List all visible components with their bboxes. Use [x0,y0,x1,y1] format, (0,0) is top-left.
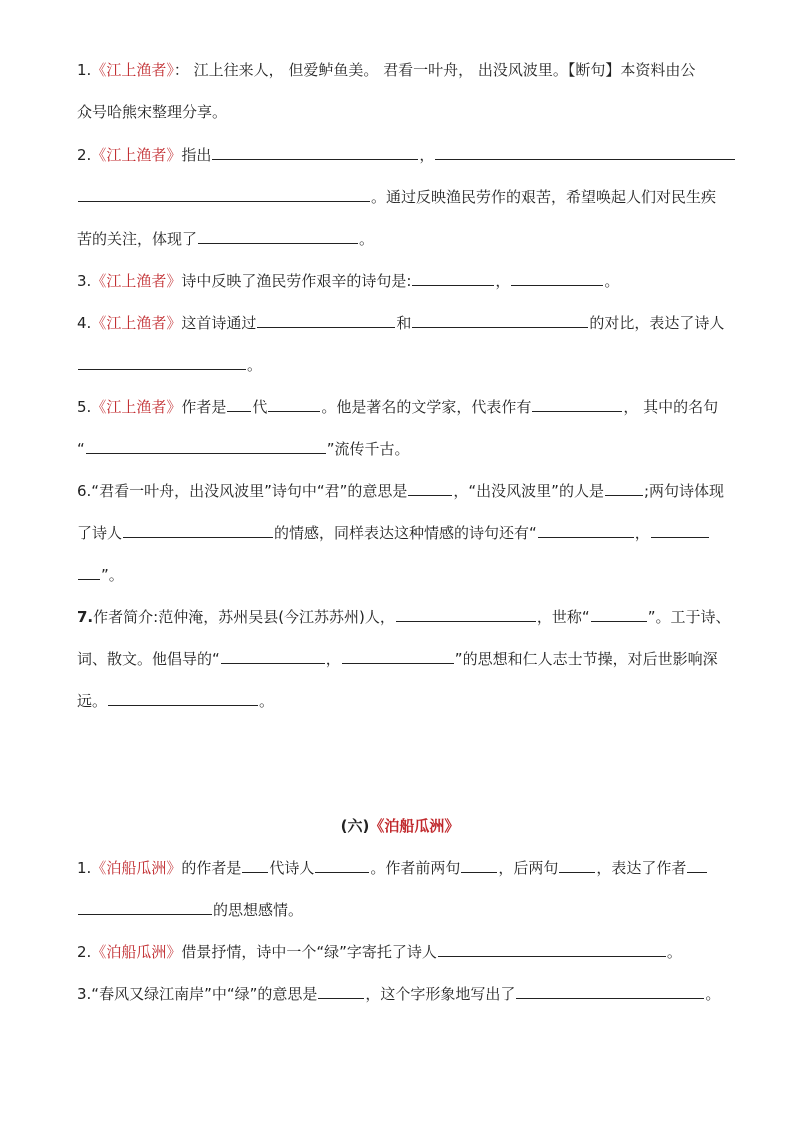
b1-text-4: ，后两句 [498,859,559,877]
q1-poem-title: 《江上渔者》 [91,61,174,79]
q7-text-3: ”。工于诗、 [647,608,731,626]
b3-blank-1[interactable] [318,982,364,999]
b1-text-2: 代诗人 [269,859,315,877]
q2-poem-title: 《江上渔者》 [91,146,182,164]
q7-blank-4[interactable] [342,647,454,664]
q5-text-3: 。他是著名的文学家，代表作有 [321,398,532,416]
q5-line-2 [77,437,756,461]
q4-text-3: 的对比，表达了诗人 [589,314,725,332]
b3-text-1: 3.“春风又绿江南岸”中“绿”的意思是 [77,985,318,1003]
q6-line-1 [77,479,756,503]
q5-text-5: “ [77,440,85,458]
q2-line-1 [77,143,756,167]
q5-blank-3[interactable] [532,395,622,412]
q2-blank-3[interactable] [78,185,370,202]
q3-number: 3. [77,272,92,290]
q7-text-6: ”的思想和仁人志士节操，对后世影响深 [454,650,718,668]
q6-line-3 [77,563,756,587]
q5-text-2: 代 [252,398,268,416]
q7-number: 7. [77,608,94,626]
q6-text-5: 的情感，同样表达这种情感的诗句还有“ [274,524,537,542]
q2-line-2 [77,185,756,209]
q2-text-3: 。通过反映渔民劳作的艰苦，希望唤起人们对民生疾 [371,188,717,206]
q7-text-8: 。 [259,692,275,710]
q4-number: 4. [77,314,92,332]
q6-line-2 [77,521,756,545]
b3-line-1 [77,982,756,1006]
q1-text-2: 众号哈熊宋整理分享。 [77,103,228,121]
b1-poem-title: 《泊船瓜洲》 [91,859,182,877]
b1-text-1: 的作者是 [181,859,242,877]
q7-text-4: 词、散文。他倡导的“ [77,650,220,668]
q3-blank-1[interactable] [412,269,494,286]
q7-blank-5[interactable] [108,689,258,706]
q3-text-3: 。 [604,272,620,290]
b2-poem-title: 《泊船瓜洲》 [91,943,182,961]
b1-blank-2[interactable] [315,856,369,873]
q1-number: 1. [77,61,92,79]
q2-text-4: 苦的关注，体现了 [77,230,198,248]
q6-blank-3[interactable] [123,521,273,538]
q5-number: 5. [77,398,92,416]
q4-blank-3[interactable] [78,353,246,370]
q4-blank-2[interactable] [412,311,588,328]
q5-text-6: ”流传千古。 [326,440,410,458]
q6-blank-6[interactable] [78,563,100,580]
q7-text-1: 作者简介:范仲淹，苏州吴县(今江苏苏州)人， [93,608,395,626]
q1-line-2 [77,100,756,124]
q6-text-7: ”。 [101,566,124,584]
q4-text-1: 这首诗通过 [181,314,257,332]
q4-line-1 [77,311,756,335]
q4-blank-1[interactable] [257,311,395,328]
q7-line-2 [77,647,756,671]
q5-line-1 [77,395,756,419]
q2-text-5: 。 [359,230,375,248]
q5-poem-title: 《江上渔者》 [91,398,182,416]
q2-number: 2. [77,146,92,164]
q7-text-2: ，世称“ [536,608,590,626]
b2-line-1 [77,940,756,964]
b1-number: 1. [77,859,92,877]
b3-blank-2[interactable] [516,982,704,999]
section-poem-title: 《泊船瓜洲》 [369,817,460,835]
q7-text-7: 远。 [77,692,108,710]
q3-line-1 [77,269,756,293]
q6-blank-1[interactable] [408,479,452,496]
q3-text-1: 诗中反映了渔民劳作艰辛的诗句是: [181,272,412,290]
q7-blank-3[interactable] [221,647,325,664]
q2-blank-4[interactable] [198,227,358,244]
q6-text-3: ;两句诗体现 [643,482,725,500]
q1-text: ： 江上往来人， 但爱鲈鱼美。 君看一叶舟， 出没风波里。【断句】本资料由公 [173,61,696,79]
q7-blank-1[interactable] [396,605,536,622]
b2-blank-1[interactable] [438,940,666,957]
q4-text-4: 。 [247,356,263,374]
section-heading [0,814,800,838]
b1-text-3: 。作者前两句 [370,859,461,877]
b1-line-1 [77,856,756,880]
q6-text-2: ，“出没风波里”的人是 [453,482,604,500]
q6-blank-5[interactable] [651,521,709,538]
q4-line-2 [77,353,756,377]
q5-blank-1[interactable] [227,395,251,412]
q7-line-1 [77,605,756,629]
b3-text-2: ，这个字形象地写出了 [365,985,516,1003]
b2-number: 2. [77,943,92,961]
q6-text-1: 6.“君看一叶舟，出没风波里”诗句中“君”的意思是 [77,482,408,500]
q2-blank-2[interactable] [435,143,735,160]
q2-text-2: ， [419,146,435,164]
section-prefix: (六) [340,817,370,835]
q6-blank-2[interactable] [605,479,643,496]
q7-blank-2[interactable] [591,605,647,622]
q2-text-1: 指出 [181,146,212,164]
q3-blank-2[interactable] [511,269,603,286]
b1-line-2 [77,898,756,922]
q5-blank-4[interactable] [86,437,326,454]
b3-text-3: 。 [705,985,721,1003]
q5-blank-2[interactable] [268,395,320,412]
b1-text-5: ，表达了作者 [596,859,687,877]
b1-blank-4[interactable] [559,856,595,873]
q2-line-3 [77,227,756,251]
b1-blank-6[interactable] [78,898,212,915]
b2-text-1: 借景抒情，诗中一个“绿”字寄托了诗人 [181,943,437,961]
q6-text-6: ， [634,524,650,542]
q7-line-3 [77,689,756,713]
q3-text-2: ， [495,272,511,290]
b2-text-2: 。 [666,943,682,961]
q3-poem-title: 《江上渔者》 [91,272,182,290]
q5-text-1: 作者是 [181,398,227,416]
b1-blank-3[interactable] [461,856,497,873]
q7-text-5: ， [325,650,341,668]
q2-blank-1[interactable] [212,143,418,160]
q5-text-4: ， 其中的名句 [623,398,719,416]
b1-blank-5[interactable] [687,856,707,873]
q4-text-2: 和 [396,314,412,332]
q4-poem-title: 《江上渔者》 [91,314,182,332]
q1-line-1 [77,58,756,82]
q6-text-4: 了诗人 [77,524,123,542]
b1-blank-1[interactable] [242,856,268,873]
q6-blank-4[interactable] [538,521,634,538]
b1-text-6: 的思想感情。 [213,901,304,919]
